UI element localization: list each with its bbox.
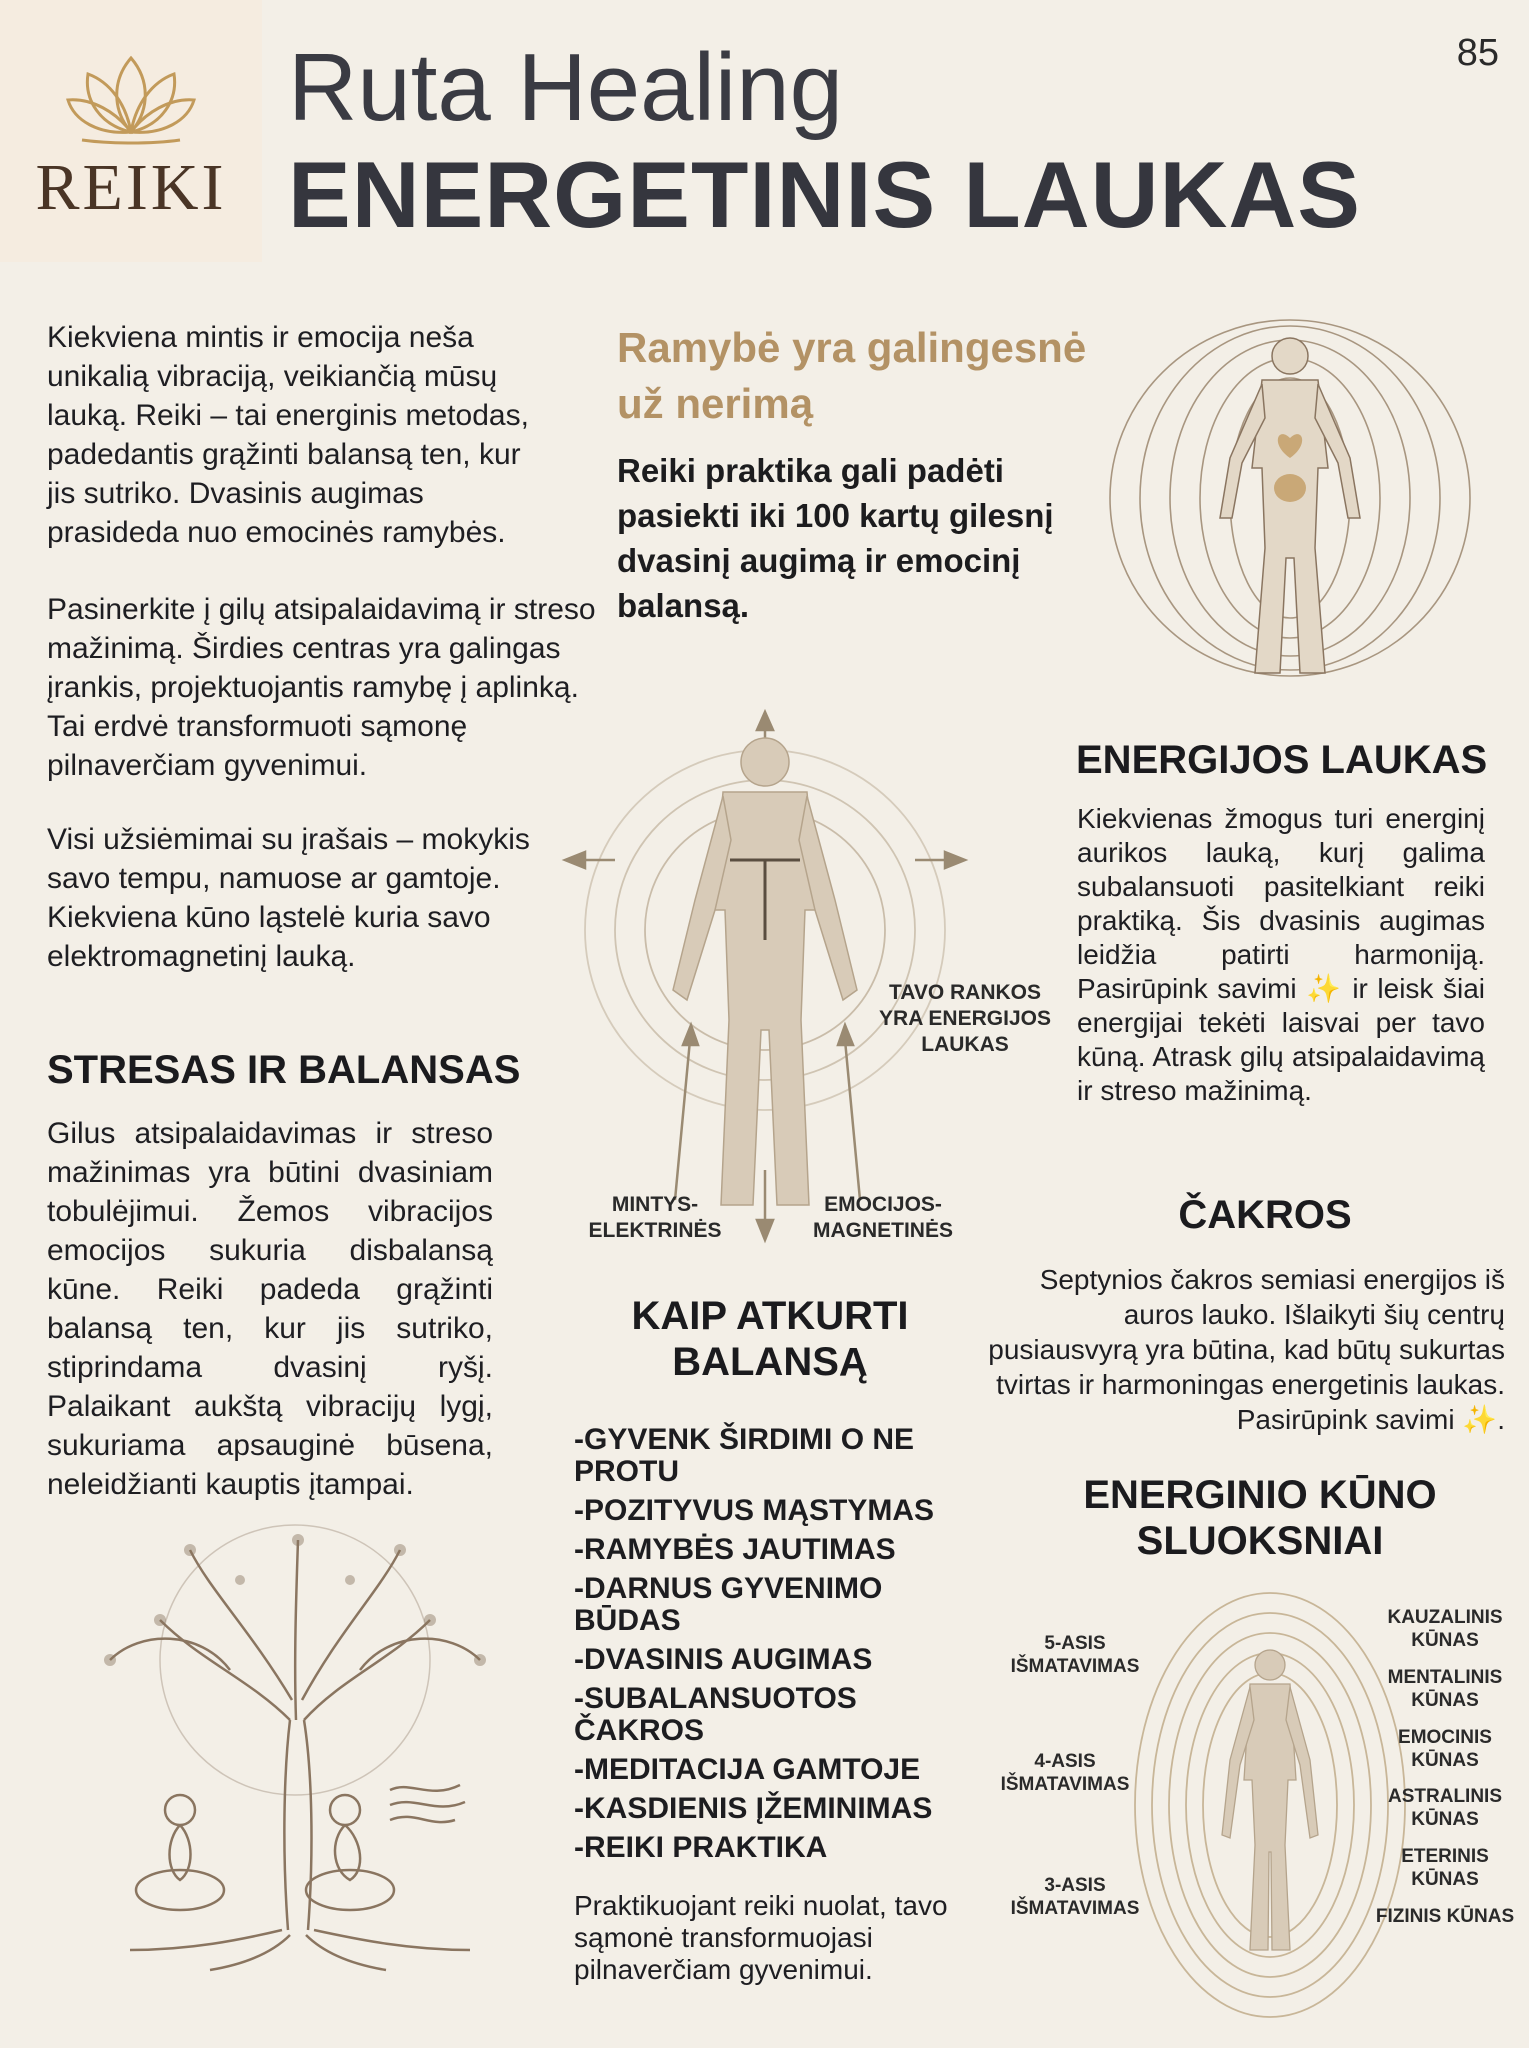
stress-heading: STRESAS IR BALANSAS (47, 1048, 521, 1092)
page-title: ENERGETINIS LAUKAS (288, 142, 1361, 247)
body-layer-label: MENTALINIS KŪNAS (1387, 1667, 1503, 1711)
intro-paragraph-3: Visi užsiėmimai su įrašais – mokykis savo tempu, namuose ar gamtoje. Kiekviena kūno ląstelė kuria savo elektromagnetinį lauką. (47, 823, 530, 973)
layers-heading: ENERGINIO KŪNO SLUOKSNIAI (1083, 1473, 1437, 1563)
energy-field-text: Kiekvienas žmogus turi energinį aurikos lauką, kurį galima subalansuoti pasitelkiant reiki praktiką. Šis dvasinis augimas leidžia patirti harmoniją. Pasirūpink savimi ✨ ir leisk šiai energijai tekėti laisvai per tavo kūną. Atrask gilų atsipalaidavimą ir streso mažinimą. (1077, 803, 1485, 1106)
body-layer-label: FIZINIS KŪNAS (1375, 1906, 1515, 1927)
stress-text: Gilus atsipalaidavimas ir streso mažinimas yra būtini dvasiniam tobulėjimui. Žemos vibracijos emocijos sukuria disbalansą kūne. Reiki padeda grąžinti balansą ten, kur jis sutriko, stiprindama dvasinį ryšį. Palaikant aukštą vibracijų lygį, sukuriama apsauginė būsena, neleidžianti kauptis įtampai. (47, 1117, 493, 1501)
intro-paragraph-1: Kiekviena mintis ir emocija neša unikalią vibraciją, veikiančią mūsų lauką. Reiki – tai energinis metodas, padedantis grąžinti balansą ten, kur jis sutriko. Dvasinis augimas prasideda nuo emocinės ramybės. (47, 321, 529, 549)
balance-footer: Praktikuojant reiki nuolat, tavo sąmonė transformuojasi pilnaverčiam gyvenimui. (574, 1890, 948, 1985)
balance-list (574, 1424, 984, 1871)
lotus-icon (0, 0, 262, 150)
tree-of-life-illustration (70, 1510, 540, 1980)
list-item: -GYVENK ŠIRDIMI O NE PROTU (574, 1423, 915, 1488)
list-item: -POZITYVUS MĄSTYMAS (574, 1494, 935, 1527)
dimension-label-3: 3-ASIS IŠMATAVIMAS (1010, 1875, 1140, 1919)
balance-heading: KAIP ATKURTI BALANSĄ (631, 1294, 909, 1384)
logo-text: REIKI (35, 151, 227, 224)
energy-field-heading: ENERGIJOS LAUKAS (1076, 738, 1488, 782)
dimension-label-4: 4-ASIS IŠMATAVIMAS (1000, 1751, 1130, 1795)
intro-paragraph-2: Pasinerkite į gilų atsipalaidavimą ir streso mažinimą. Širdies centras yra galingas įrankis, projektuojantis ramybę į aplinką. Tai erdvė transformuoti sąmonę pilnaverčiam gyvenimui. (47, 593, 596, 782)
logo-panel (0, 0, 262, 262)
quote-text: Reiki praktika gali padėti pasiekti iki 100 kartų gilesnį dvasinį augimą ir emocinį balansą. (617, 452, 1054, 624)
body-layer-label: EMOCINIS KŪNAS (1398, 1727, 1492, 1771)
list-item: -SUBALANSUOTOS ČAKROS (574, 1682, 857, 1747)
list-item: -DARNUS GYVENIMO BŪDAS (574, 1572, 883, 1637)
body-layer-label: KAUZALINIS KŪNAS (1387, 1607, 1503, 1651)
hands-label: TAVO RANKOS YRA ENERGIJOS LAUKAS (879, 981, 1051, 1056)
body-layer-label: ASTRALINIS KŪNAS (1388, 1786, 1502, 1830)
list-item: -RAMYBĖS JAUTIMAS (574, 1533, 896, 1566)
thoughts-label: MINTYS-ELEKTRINĖS (588, 1193, 722, 1242)
body-layer-label: ETERINIS KŪNAS (1401, 1846, 1489, 1890)
list-item: -REIKI PRAKTIKA (574, 1831, 828, 1864)
list-item: -DVASINIS AUGIMAS (574, 1643, 873, 1676)
list-item: -MEDITACIJA GAMTOJE (574, 1753, 921, 1786)
body-layers-diagram (1130, 1590, 1410, 2020)
list-item: -KASDIENIS ĮŽEMINIMAS (574, 1792, 933, 1825)
aura-field-illustration (1090, 318, 1490, 678)
quote-heading: Ramybė yra galingesnė už nerimą (617, 324, 1087, 427)
brand-name: Ruta Healing (288, 34, 843, 141)
chakras-heading: ČAKROS (1178, 1193, 1352, 1237)
page-number: 85 (1456, 32, 1499, 74)
dimension-label-5: 5-ASIS IŠMATAVIMAS (1010, 1633, 1140, 1677)
chakras-text: Septynios čakros semiasi energijos iš auros lauko. Išlaikyti šių centrų pusiausvyrą yra būtina, kad būtų sukurtas tvirtas ir harmoningas energetinis laukas. Pasirūpink savimi ✨. (988, 1264, 1505, 1435)
emotions-label: EMOCIJOS-MAGNETINĖS (812, 1193, 953, 1242)
